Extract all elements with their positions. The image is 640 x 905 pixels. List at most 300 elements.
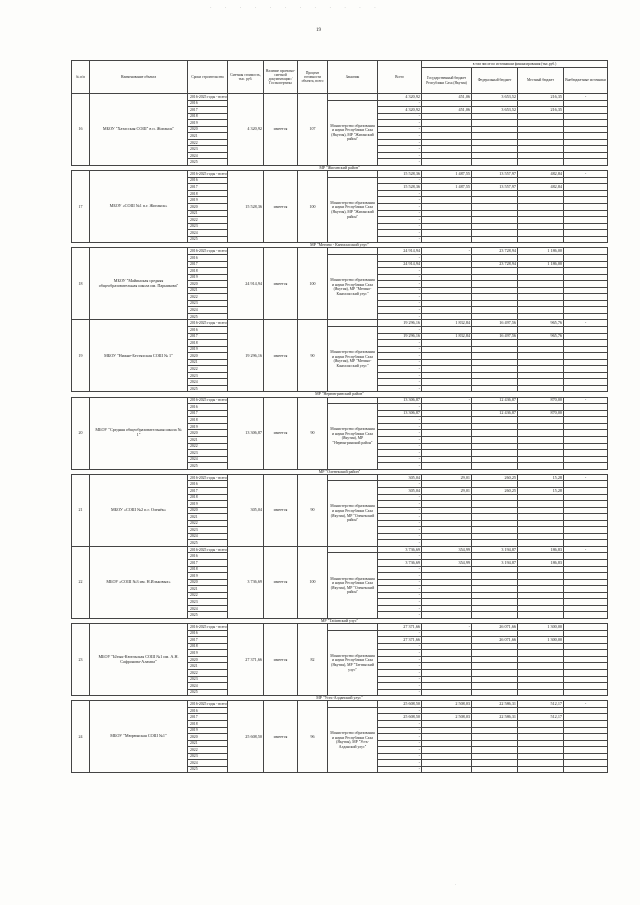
budget-rs-value: 354,99 (422, 546, 472, 553)
budget-rs-value: 29,01 (422, 487, 472, 494)
year-cell: 2017 (188, 487, 228, 494)
header-budget-local: Местный бюджет (518, 68, 564, 94)
row-number: 22 (72, 546, 90, 618)
budget-rs-value: - (422, 624, 472, 631)
total-value: - (378, 146, 422, 153)
total-value: - (378, 656, 422, 663)
object-name: МБОУ "Мюрюнская СОШ №1" (90, 701, 188, 773)
year-cell: 2016 (188, 404, 228, 411)
total-value: - (378, 230, 422, 237)
year-cell: 2021 (188, 586, 228, 593)
total-value: - (378, 313, 422, 320)
year-cell: 2023 (188, 599, 228, 606)
year-cell: 2025 (188, 766, 228, 773)
year-cell: 2017 (188, 107, 228, 114)
total-value: - (378, 727, 422, 734)
year-cell: 2019 (188, 274, 228, 281)
year-cell: 2017 (188, 410, 228, 417)
budget-rs-value: 354,99 (422, 560, 472, 567)
year-cell: 2024 (188, 760, 228, 767)
budget-fed-value: 26 071,66 (472, 624, 518, 631)
budget-table (71, 60, 608, 773)
row-number: 17 (72, 171, 90, 243)
budget-fed-value: 12 436,87 (472, 397, 518, 404)
year-cell: 2021 (188, 663, 228, 670)
total-value: - (378, 385, 422, 392)
year-cell: 2019 (188, 120, 228, 127)
total-value: - (378, 404, 422, 411)
year-cell: 2025 (188, 236, 228, 243)
total-value: - (378, 133, 422, 140)
total-value: - (378, 372, 422, 379)
budget-local-value: 1 300,00 (518, 624, 564, 631)
estimated-cost: 24 914,94 (228, 248, 264, 320)
total-value: - (378, 663, 422, 670)
object-name: МБОУ "Нижне-Бестяхская СОШ № 1" (90, 320, 188, 392)
year-cell: 2016 (188, 100, 228, 107)
year-cell: 2016-2025 годы - всего (188, 624, 228, 631)
total-value: 25 608,50 (378, 701, 422, 708)
design-docs-status: имеется (264, 320, 298, 392)
total-value: 15 528,36 (378, 171, 422, 178)
year-cell: 2024 (188, 605, 228, 612)
year-cell: 2016 (188, 630, 228, 637)
budget-local-value: 870,00 (518, 397, 564, 404)
budget-rs-value: 1 832,84 (422, 320, 472, 327)
total-value: - (378, 159, 422, 166)
budget-rs-value: 1 487,55 (422, 184, 472, 191)
budget-rs-value: 2 508,03 (422, 701, 472, 708)
year-cell: 2016-2025 годы - всего (188, 94, 228, 101)
year-cell: 2020 (188, 430, 228, 437)
total-value: 25 608,50 (378, 714, 422, 721)
total-value: - (378, 197, 422, 204)
budget-local-value: 870,00 (518, 410, 564, 417)
year-cell: 2016-2025 годы - всего (188, 320, 228, 327)
year-cell: 2017 (188, 560, 228, 567)
year-cell: 2021 (188, 740, 228, 747)
estimated-cost: 4 320,92 (228, 94, 264, 166)
total-value: - (378, 740, 422, 747)
estimated-cost: 15 528,36 (228, 171, 264, 243)
total-value: - (378, 126, 422, 133)
year-cell: 2019 (188, 197, 228, 204)
year-cell: 2017 (188, 637, 228, 644)
total-value: - (378, 514, 422, 521)
budget-fed-value: 22 586,31 (472, 714, 518, 721)
total-value: 15 528,36 (378, 184, 422, 191)
budget-local-value: 965,76 (518, 333, 564, 340)
budget-rs-value: 1 832,84 (422, 333, 472, 340)
region-label: МР "Мегино - Кангаласский улус" (72, 243, 608, 248)
header-readiness: Процент готовности объекта, всего (298, 61, 328, 94)
total-value: - (378, 300, 422, 307)
object-name: МБОУ "Майинская средняя общеобразовательная школа им. Парникова" (90, 248, 188, 320)
year-cell: 2020 (188, 507, 228, 514)
budget-fed-value: 16 497,56 (472, 320, 518, 327)
year-cell: 2025 (188, 313, 228, 320)
total-value: - (378, 430, 422, 437)
total-value: - (378, 707, 422, 714)
budget-extra-value: - (564, 94, 608, 101)
total-value: - (378, 533, 422, 540)
total-value: - (378, 507, 422, 514)
total-value: - (378, 494, 422, 501)
region-label: МР "Тattинский улус" (72, 618, 608, 623)
year-cell: 2019 (188, 423, 228, 430)
total-value: - (378, 177, 422, 184)
year-cell: 2025 (188, 612, 228, 619)
year-cell: 2016-2025 годы - всего (188, 171, 228, 178)
budget-rs-value: - (422, 248, 472, 255)
header-total: Всего (378, 61, 422, 94)
total-value: - (378, 417, 422, 424)
year-cell: 2021 (188, 133, 228, 140)
estimated-cost: 27 371,66 (228, 624, 264, 696)
year-cell: 2021 (188, 436, 228, 443)
budget-rs-value: 451,06 (422, 94, 472, 101)
year-cell: 2022 (188, 592, 228, 599)
total-value: - (378, 281, 422, 288)
year-cell: 2023 (188, 450, 228, 457)
header-customer: Заказчик (328, 61, 378, 94)
budget-fed-value: 23 728,94 (472, 261, 518, 268)
year-cell: 2023 (188, 527, 228, 534)
budget-rs-value (422, 766, 472, 773)
object-name: МБОУ «СОШ №1 п.г. Жиганск» (90, 171, 188, 243)
region-label: МР "Усть-Алданский улус" (72, 696, 608, 701)
total-value: 13 306,87 (378, 397, 422, 404)
year-cell: 2016 (188, 707, 228, 714)
budget-local-value: 1 186,00 (518, 261, 564, 268)
total-value: - (378, 436, 422, 443)
row-number: 20 (72, 397, 90, 469)
year-cell: 2016-2025 годы - всего (188, 546, 228, 553)
budget-local-value: 1 300,00 (518, 637, 564, 644)
total-value: - (378, 599, 422, 606)
year-cell: 2022 (188, 443, 228, 450)
year-cell: 2016-2025 годы - всего (188, 701, 228, 708)
total-value: - (378, 676, 422, 683)
year-cell: 2022 (188, 294, 228, 301)
total-value: - (378, 223, 422, 230)
year-cell: 2020 (188, 656, 228, 663)
year-cell: 2018 (188, 340, 228, 347)
readiness-percent: 100 (298, 546, 328, 618)
year-cell: 2024 (188, 533, 228, 540)
estimated-cost: 19 296,16 (228, 320, 264, 392)
estimated-cost: 13 306,87 (228, 397, 264, 469)
header-object: Наименование объекта (90, 61, 188, 94)
year-cell: 2018 (188, 494, 228, 501)
budget-fed-value: 3 194,87 (472, 560, 518, 567)
row-number: 24 (72, 701, 90, 773)
total-value: - (378, 579, 422, 586)
year-cell: 2018 (188, 566, 228, 573)
total-value: - (378, 190, 422, 197)
year-cell: 2016 (188, 553, 228, 560)
total-value: 13 306,87 (378, 410, 422, 417)
total-value: - (378, 340, 422, 347)
year-cell: 2022 (188, 520, 228, 527)
year-cell: 2024 (188, 307, 228, 314)
budget-fed-value: 13 557,97 (472, 171, 518, 178)
budget-fed-value: 12 436,87 (472, 410, 518, 417)
year-cell: 2016 (188, 177, 228, 184)
total-value: - (378, 203, 422, 210)
year-cell: 2022 (188, 366, 228, 373)
budget-extra-value: - (564, 397, 608, 404)
budget-local-value: 15,28 (518, 474, 564, 481)
header-terms: Сроки строительства (188, 61, 228, 94)
total-value: - (378, 760, 422, 767)
year-cell: 2020 (188, 353, 228, 360)
year-cell: 2016 (188, 481, 228, 488)
total-value: - (378, 689, 422, 696)
customer-name: Министерство образования и науки Республики Саха (Якутия), МР "Мегино-Кангаласский улус" (328, 254, 378, 319)
total-value: - (378, 527, 422, 534)
header-budget-extra: Внебюджетные источники (564, 68, 608, 94)
budget-local-value: 482,84 (518, 184, 564, 191)
year-cell: 2023 (188, 372, 228, 379)
total-value: - (378, 353, 422, 360)
row-number: 19 (72, 320, 90, 392)
design-docs-status: имеется (264, 624, 298, 696)
budget-local-value: 186,83 (518, 560, 564, 567)
year-cell: 2018 (188, 417, 228, 424)
header-cost: Сметная стоимость, тыс. руб. (228, 61, 264, 94)
readiness-percent: 107 (298, 94, 328, 166)
year-cell: 2019 (188, 573, 228, 580)
total-value: - (378, 456, 422, 463)
region-label: МР "Жиганский район" (72, 166, 608, 171)
total-value: - (378, 592, 422, 599)
header-budget-fed: Федеральный бюджет (472, 68, 518, 94)
budget-fed-value: 26 071,66 (472, 637, 518, 644)
year-cell: 2017 (188, 333, 228, 340)
year-cell: 2021 (188, 287, 228, 294)
total-value: 4 320,92 (378, 107, 422, 114)
total-value: - (378, 753, 422, 760)
year-cell: 2018 (188, 190, 228, 197)
total-value: - (378, 100, 422, 107)
total-value: - (378, 113, 422, 120)
total-value: 19 296,16 (378, 320, 422, 327)
budget-fed-value: 23 728,94 (472, 248, 518, 255)
budget-fed-value: 3 194,87 (472, 546, 518, 553)
total-value: - (378, 605, 422, 612)
year-cell: 2024 (188, 230, 228, 237)
total-value: - (378, 287, 422, 294)
year-cell: 2022 (188, 139, 228, 146)
year-cell: 2019 (188, 501, 228, 508)
total-value: - (378, 359, 422, 366)
total-value: 19 296,16 (378, 333, 422, 340)
year-cell: 2016-2025 годы - всего (188, 474, 228, 481)
header-design-docs: Наличие проектно-сметной документации / Госэкспертизы (264, 61, 298, 94)
row-number: 18 (72, 248, 90, 320)
year-cell: 2024 (188, 683, 228, 690)
total-value: - (378, 327, 422, 334)
total-value: 4 320,92 (378, 94, 422, 101)
total-value: - (378, 566, 422, 573)
total-value: - (378, 650, 422, 657)
total-value: 3 736,69 (378, 560, 422, 567)
budget-local-value: 512,17 (518, 714, 564, 721)
total-value: - (378, 217, 422, 224)
year-cell: 2023 (188, 676, 228, 683)
year-cell: 2023 (188, 300, 228, 307)
total-value: 27 371,66 (378, 637, 422, 644)
total-value: - (378, 268, 422, 275)
year-cell: 2024 (188, 456, 228, 463)
customer-name: Министерство образования и науки Республики Саха (Якутия), МР "Жиганский район" (328, 177, 378, 242)
year-cell: 2017 (188, 184, 228, 191)
budget-extra-value: - (564, 320, 608, 327)
total-value: - (378, 379, 422, 386)
customer-name: Министерство образования и науки Республики Саха (Якутия), МР "Жиганский район" (328, 100, 378, 165)
total-value: - (378, 766, 422, 773)
object-name: МБОУ "Ытык-Кюельская СОШ №1 им. А.Н. Сафронова-Алампа" (90, 624, 188, 696)
total-value: - (378, 734, 422, 741)
year-cell: 2016 (188, 327, 228, 334)
year-cell: 2025 (188, 540, 228, 547)
year-cell: 2023 (188, 223, 228, 230)
object-name: МБОУ «СОШ №3 им. Н.Ильковых» (90, 546, 188, 618)
budget-fed-value: 13 557,97 (472, 184, 518, 191)
readiness-percent: 90 (298, 320, 328, 392)
year-cell: 2023 (188, 146, 228, 153)
year-cell: 2020 (188, 734, 228, 741)
total-value: - (378, 683, 422, 690)
row-number: 23 (72, 624, 90, 696)
year-cell: 2020 (188, 281, 228, 288)
year-cell: 2021 (188, 210, 228, 217)
total-value: - (378, 152, 422, 159)
design-docs-status: имеется (264, 171, 298, 243)
budget-local-value (518, 766, 564, 773)
year-cell: 2021 (188, 514, 228, 521)
total-value: - (378, 501, 422, 508)
budget-local-value: 482,84 (518, 171, 564, 178)
total-value: 27 371,66 (378, 624, 422, 631)
total-value: - (378, 274, 422, 281)
readiness-percent: 96 (298, 701, 328, 773)
total-value: - (378, 586, 422, 593)
total-value: - (378, 254, 422, 261)
year-cell: 2016 (188, 254, 228, 261)
readiness-percent: 100 (298, 248, 328, 320)
total-value: - (378, 139, 422, 146)
budget-fed-value (472, 766, 518, 773)
total-value: - (378, 366, 422, 373)
total-value: - (378, 346, 422, 353)
total-value: - (378, 307, 422, 314)
total-value: - (378, 720, 422, 727)
design-docs-status: имеется (264, 248, 298, 320)
budget-extra-value (564, 766, 608, 773)
total-value: - (378, 553, 422, 560)
year-cell: 2016-2025 годы - всего (188, 397, 228, 404)
design-docs-status: имеется (264, 397, 298, 469)
customer-name: Министерство образования и науки Республики Саха (Якутия), МР "Нерюнгринский район" (328, 404, 378, 469)
year-cell: 2017 (188, 714, 228, 721)
year-cell: 2022 (188, 747, 228, 754)
object-name: МБОУ «СОШ №2 п.г. Оленёк» (90, 474, 188, 546)
budget-fed-value: 22 586,31 (472, 701, 518, 708)
readiness-percent: 90 (298, 397, 328, 469)
year-cell: 2018 (188, 720, 228, 727)
year-cell: 2018 (188, 113, 228, 120)
scan-artifact: · · · · · · · · · · · · (210, 6, 382, 11)
budget-local-value: 512,17 (518, 701, 564, 708)
total-value: 24 914,94 (378, 248, 422, 255)
total-value: 24 914,94 (378, 261, 422, 268)
region-label: МР "Оленекский район" (72, 469, 608, 474)
year-cell: 2024 (188, 152, 228, 159)
budget-local-value: 216,35 (518, 107, 564, 114)
customer-name: Министерство образования и науки Республики Саха (Якутия), МР "Таттинский улус" (328, 630, 378, 695)
year-cell: 2019 (188, 346, 228, 353)
readiness-percent: 90 (298, 474, 328, 546)
total-value: - (378, 236, 422, 243)
total-value: - (378, 540, 422, 547)
total-value: - (378, 520, 422, 527)
total-value: 305,04 (378, 474, 422, 481)
customer-name: Министерство образования и науки Республики Саха (Якутия), МР "Мегино-Кангаласский улус" (328, 327, 378, 392)
scan-artifact-footer: · (455, 882, 457, 887)
budget-rs-value: - (422, 397, 472, 404)
budget-local-value: 965,76 (518, 320, 564, 327)
year-cell: 2018 (188, 643, 228, 650)
year-cell: 2020 (188, 579, 228, 586)
region-label: МР "Нерюнгринский район" (72, 392, 608, 397)
total-value: - (378, 423, 422, 430)
year-cell: 2019 (188, 650, 228, 657)
year-cell: 2020 (188, 203, 228, 210)
customer-name: Министерство образования и науки Республики Саха (Якутия), МР "Оленекский район" (328, 553, 378, 618)
year-cell: 2019 (188, 727, 228, 734)
design-docs-status: имеется (264, 94, 298, 166)
readiness-percent: 82 (298, 624, 328, 696)
total-value: - (378, 481, 422, 488)
budget-local-value: 15,28 (518, 487, 564, 494)
year-cell: 2020 (188, 126, 228, 133)
budget-rs-value: 1 487,55 (422, 171, 472, 178)
year-cell: 2022 (188, 217, 228, 224)
year-cell: 2023 (188, 753, 228, 760)
row-number: 21 (72, 474, 90, 546)
table-body (72, 94, 608, 773)
budget-rs-value: 2 508,03 (422, 714, 472, 721)
design-docs-status: имеется (264, 546, 298, 618)
budget-local-value: 1 186,00 (518, 248, 564, 255)
total-value: - (378, 669, 422, 676)
year-cell: 2025 (188, 159, 228, 166)
header-sources-group: в том числе по источникам финансирования (тыс.руб.) (422, 61, 608, 68)
total-value: - (378, 120, 422, 127)
total-value: 305,04 (378, 487, 422, 494)
total-value: 3 736,69 (378, 546, 422, 553)
object-name: МБОУ "Хатасская СОШ" в п. Жиганск" (90, 94, 188, 166)
budget-fed-value: 260,25 (472, 474, 518, 481)
design-docs-status: имеется (264, 474, 298, 546)
budget-fed-value: 260,25 (472, 487, 518, 494)
total-value: - (378, 294, 422, 301)
budget-extra-value: - (564, 546, 608, 553)
budget-fed-value: 3 653,52 (472, 107, 518, 114)
budget-extra-value: - (564, 701, 608, 708)
